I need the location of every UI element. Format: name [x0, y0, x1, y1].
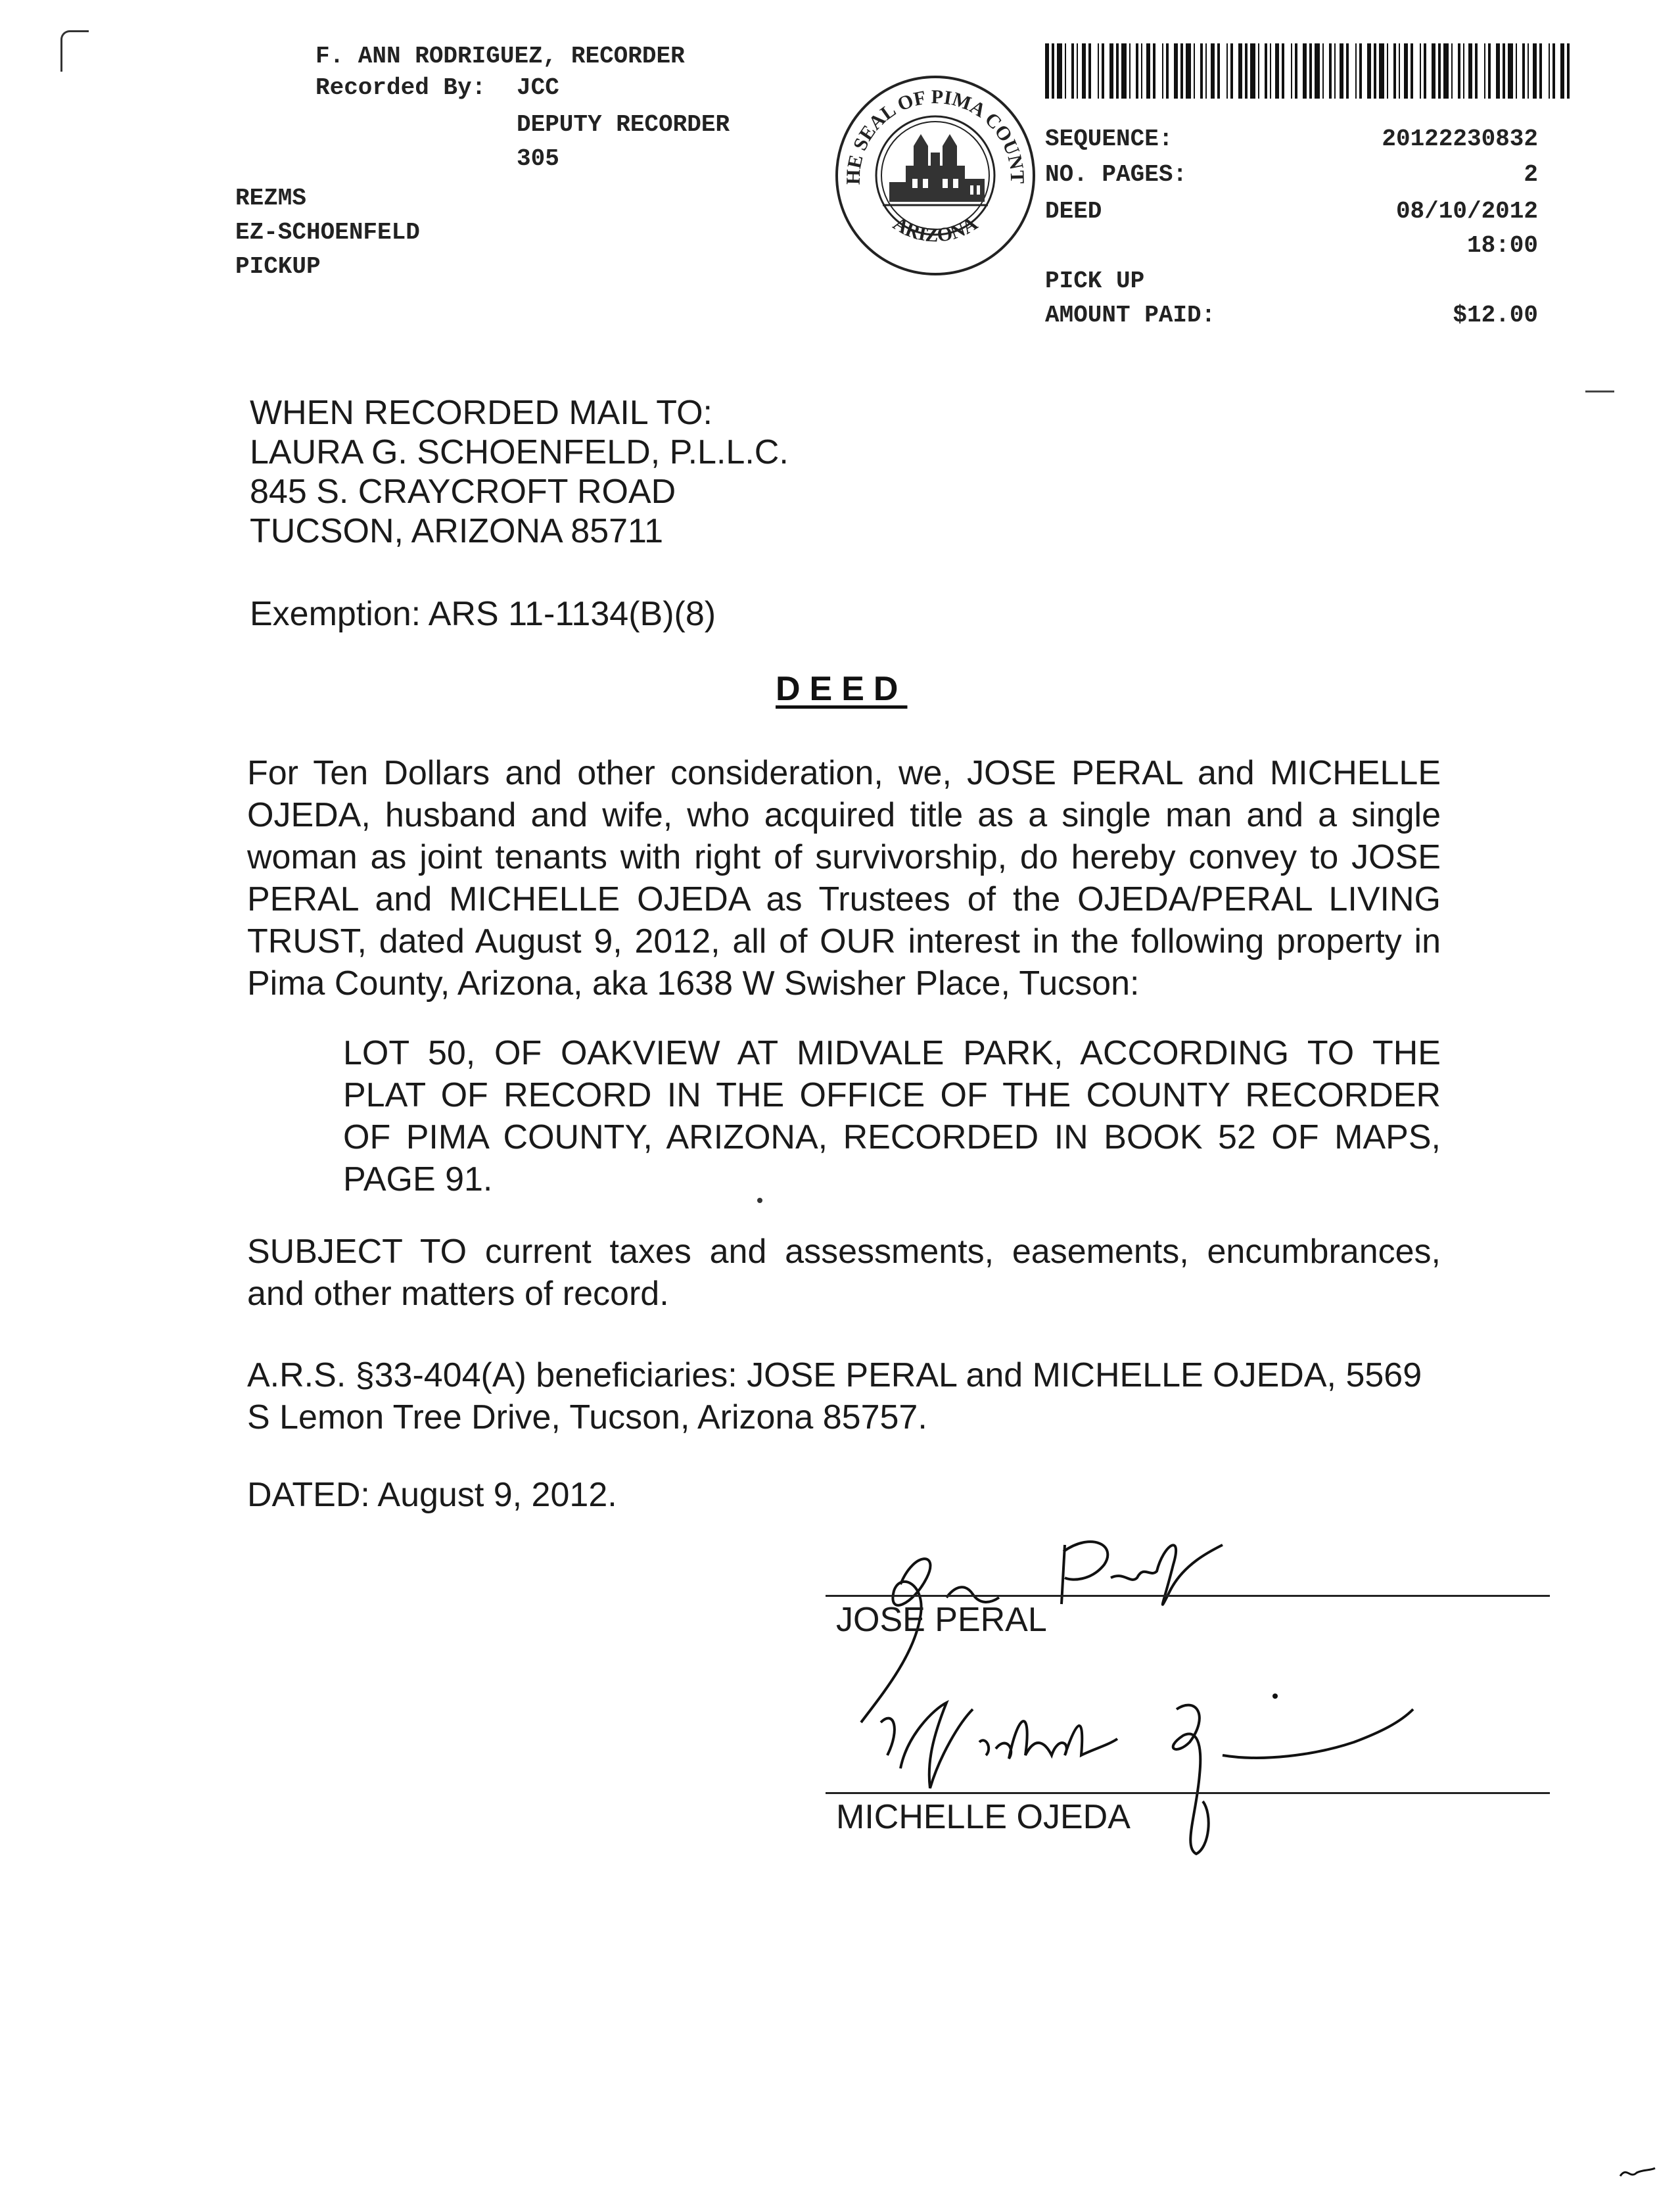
- legal-description: LOT 50, OF OAKVIEW AT MIDVALE PARK, ACCORDING TO THE PLAT OF RECORD IN THE OFFICE OF THE COUNTY RECORDER OF PIMA COUNTY, ARIZONA, RECORDED IN BOOK 52 OF MAPS, PAGE 91.: [343, 1034, 1441, 1198]
- barcode: [1045, 43, 1571, 99]
- deputy-recorder: DEPUTY RECORDER: [517, 111, 730, 138]
- signature-michelle-ojeda: [854, 1683, 1446, 1867]
- svg-text:ARIZONA: [889, 212, 981, 246]
- signature-michelle-icon: [854, 1683, 1446, 1867]
- amount-label: AMOUNT PAID:: [1045, 302, 1216, 329]
- recorder-name: F. ANN RODRIGUEZ, RECORDER: [315, 43, 685, 70]
- sequence-value: 20122230832: [1382, 126, 1538, 153]
- stray-dot: [757, 1198, 762, 1203]
- pima-county-seal: [833, 74, 1037, 277]
- recorded-by-label: Recorded By:: [315, 74, 486, 101]
- sequence-label: SEQUENCE:: [1045, 126, 1173, 153]
- subject-to-paragraph: SUBJECT TO current taxes and assessments, easements, encumbrances, and other matters of record.: [247, 1233, 1441, 1313]
- mail-to-line-1: LAURA G. SCHOENFELD, P.L.L.C.: [250, 433, 789, 471]
- seal-bottom-text: ARIZONA: [889, 212, 982, 247]
- record-time: 18:00: [1466, 232, 1538, 259]
- signer-name-2: MICHELLE OJEDA: [836, 1798, 1131, 1836]
- record-date: 08/10/2012: [1395, 198, 1538, 225]
- signer-name-1: JOSE PERAL: [836, 1601, 1047, 1639]
- pickup: PICK UP: [1045, 268, 1145, 295]
- recorded-by-value: JCC: [517, 74, 559, 101]
- page-mark-icon: [1617, 2163, 1656, 2183]
- mail-to-line-3: TUCSON, ARIZONA 85711: [250, 512, 664, 550]
- signature-line-2: [826, 1792, 1550, 1794]
- code-1: REZMS: [235, 185, 307, 212]
- signature-line-1: [826, 1595, 1550, 1597]
- code-3: PICKUP: [235, 253, 321, 280]
- barcode-icon: [1045, 43, 1571, 99]
- doc-type: DEED: [1045, 198, 1102, 225]
- page-mark: [1617, 2163, 1656, 2183]
- seal-icon: [833, 74, 1037, 277]
- exemption: Exemption: ARS 11-1134(B)(8): [250, 595, 716, 633]
- code-2: EZ-SCHOENFELD: [235, 219, 420, 246]
- dated-line: DATED: August 9, 2012.: [247, 1476, 617, 1514]
- pages-label: NO. PAGES:: [1045, 161, 1188, 188]
- conveyance-paragraph: For Ten Dollars and other consideration, we, JOSE PERAL and MICHELLE OJEDA, husband and wife, who acquired title as a single man and a single woman as joint tenants with right of survivorship, do hereby convey to JOSE PERAL and MICHELLE OJEDA as Trustees of the OJEDA/PERAL LIVING TRUST, dated August 9, 2012, all of OUR interest in the following property in Pima County, Arizona, aka 1638 W Swisher Place, Tucson:: [247, 754, 1441, 1003]
- document-title: DEED: [776, 670, 908, 708]
- pages-value: 2: [1524, 161, 1538, 188]
- margin-mark: [1585, 390, 1614, 392]
- beneficiaries-paragraph: A.R.S. §33-404(A) beneficiaries: JOSE PERAL and MICHELLE OJEDA, 5569 S Lemon Tree Drive, Tucson, Arizona 85757.: [247, 1356, 1422, 1436]
- seal-top-text: HE SEAL OF PIMA COUNT: [842, 85, 1029, 185]
- deputy-number: 305: [517, 145, 559, 172]
- amount-value: $12.00: [1453, 302, 1538, 329]
- mail-to-heading: WHEN RECORDED MAIL TO:: [250, 394, 713, 432]
- mail-to-line-2: 845 S. CRAYCROFT ROAD: [250, 473, 676, 511]
- corner-mark: [60, 30, 89, 72]
